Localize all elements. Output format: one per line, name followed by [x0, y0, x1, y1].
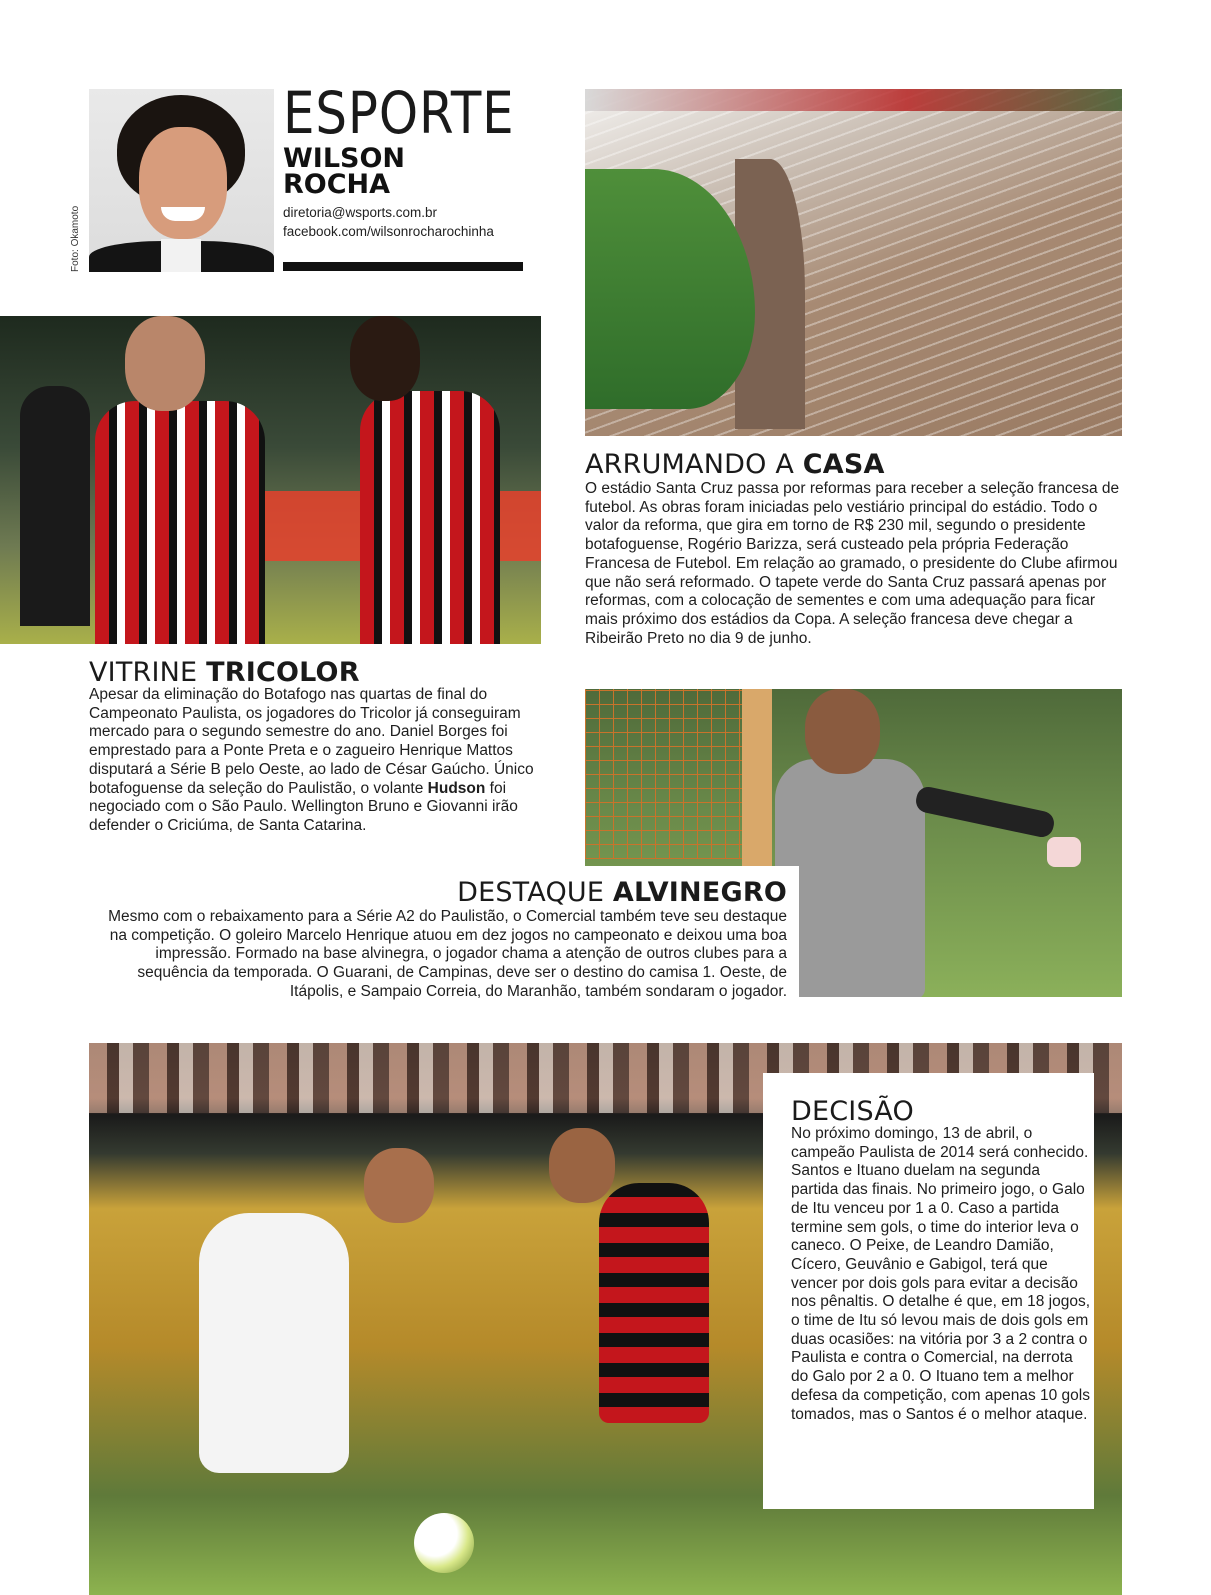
author-facebook[interactable]: facebook.com/wilsonrocharochinha	[283, 224, 494, 239]
stadium-photo	[585, 89, 1122, 436]
author-contact	[283, 203, 494, 241]
author-photo	[89, 89, 274, 272]
tricolor-players-photo	[0, 316, 541, 644]
destaque-text-box	[89, 866, 799, 1006]
headline-light: VITRINE	[89, 657, 207, 688]
headline-bold: ALVINEGRO	[612, 877, 787, 908]
article-body-destaque: Mesmo com o rebaixamento para a Série A2 do Paulistão, o Comercial também teve seu destaque na competição. O goleiro Marcelo Henrique atuou em dez jogos no campeonato e deixou uma boa impressão. Formado na base alvinegra, o jogador chama a atenção de outros clubes para a sequência da temporada. O Guarani, de Campinas, deve ser o destino do camisa 1. Oeste, de Itápolis, e Sampaio Correia, do Maranhão, também sondaram o jogador.	[108, 908, 787, 1000]
section-title: ESPORTE	[283, 79, 515, 147]
headline-vitrine-tricolor	[89, 658, 360, 688]
headline-bold: CASA	[802, 449, 885, 480]
article-body-casa: O estádio Santa Cruz passa por reformas para receber a seleção francesa de futebol. As obras foram iniciadas pelo vestiário principal do estádio. Todo o valor da reforma, que gira em torno de R$ 230 mil, segundo o presidente botafoguense, Rogério Barizza, será custeado pela própria Federação Francesa de Futebol. Em relação ao gramado, o presidente do Clube afirmou que não será reformado. O tapete verde do Santa Cruz passará apenas por reformas, com a colocação de sementes e com uma adequação para ficar mais próximo dos estádios da Copa. A seleção francesa deve chegar a Ribeirão Preto no dia 9 de junho.	[585, 480, 1120, 647]
author-first-name: WILSON	[283, 143, 406, 174]
body-bold-name: Hudson	[427, 779, 486, 797]
decisao-text-box	[763, 1073, 1094, 1509]
author-name	[283, 143, 406, 200]
headline-bold: TRICOLOR	[206, 657, 360, 688]
body-part: Apesar da eliminação do Botafogo nas quartas de final do Campeonato Paulista, os jogadores do Tricolor já conseguiram mercado para o segundo semestre do ano. Daniel Borges foi emprestado para a Ponte Preta e o zagueiro Henrique Mattos disputará a Série B pelo Oeste, ao lado de César Gaúcho. Único botafoguense da seleção do Paulistão, o volante	[89, 686, 534, 797]
author-last-name: ROCHA	[283, 169, 391, 200]
article-body-decisao: No próximo domingo, 13 de abril, o campeão Paulista de 2014 será conhecido. Santos e Ituano duelam na segunda partida das finais. No primeiro jogo, o Galo de Itu venceu por 1 a 0. Caso a partida termine sem gols, o time do interior leva o caneco. O Peixe, de Leandro Damião, Cícero, Geuvânio e Gabigol, terá que vencer por dois gols para evitar a decisão nos pênaltis. O detalhe é que, em 18 jogos, o time de Itu só levou mais de dois gols em duas ocasiões: na vitória por 3 a 2 contra o Paulista e contra o Comercial, na derrota do Galo por 2 a 0. O Ituano tem a melhor defesa da competição, com apenas 10 gols tomados, mas o Santos é o melhor ataque.	[791, 1125, 1091, 1423]
headline-light: DESTAQUE	[457, 877, 613, 908]
headline-arrumando-a-casa	[585, 450, 885, 480]
photo-credit: Foto: Okamoto	[70, 205, 81, 272]
article-body-vitrine	[89, 686, 559, 836]
headline-destaque-alvinegro	[89, 878, 787, 908]
body-part: foi negociado com o São Paulo. Wellington Bruno e Giovanni irão defender o Criciúma, de Santa Catarina.	[89, 779, 518, 834]
headline-decisao: DECISÃO	[791, 1096, 914, 1127]
header-rule	[283, 262, 523, 271]
headline-light: ARRUMANDO A	[585, 449, 803, 480]
author-email[interactable]: diretoria@wsports.com.br	[283, 205, 437, 220]
